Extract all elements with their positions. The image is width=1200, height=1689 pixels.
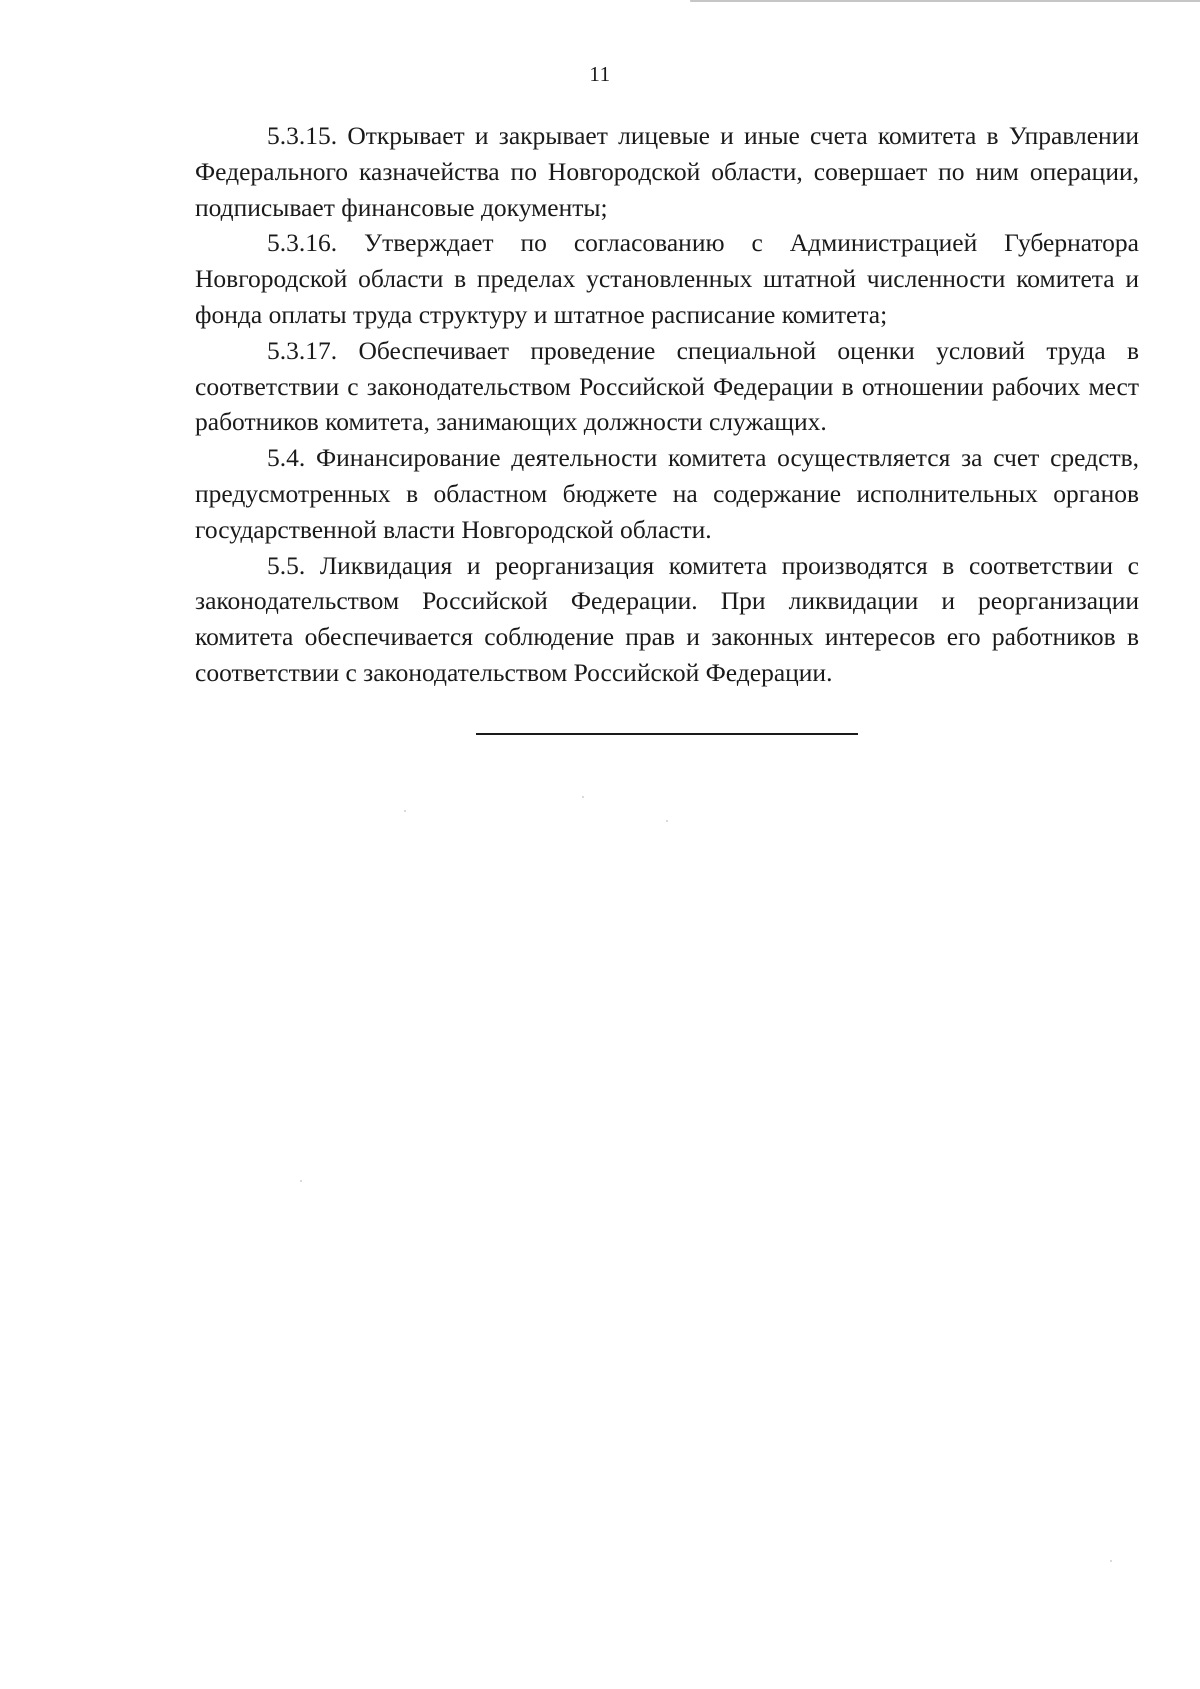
scan-speck <box>582 796 584 798</box>
scan-speck <box>1110 1560 1112 1562</box>
scan-edge-line <box>690 0 1200 6</box>
end-of-text-rule <box>476 733 858 735</box>
paragraph-5-3-17: 5.3.17. Обеспечивает проведение специальной оценки условий труда в соответствии с законодательством Российской Федерации в отношении рабочих мест работников комитета, занимающих должности служащих. <box>195 335 1139 437</box>
scan-speck <box>666 820 668 822</box>
page-number: 11 <box>589 62 611 86</box>
paragraph-5-4: 5.4. Финансирование деятельности комитета осуществляется за счет средств, предусмотренных в областном бюджете на содержание исполнительных органов государственной власти Новгородской области. <box>195 443 1139 544</box>
scan-speck <box>300 1180 302 1182</box>
document-body <box>195 118 1139 691</box>
paragraph-5-3-16: 5.3.16. Утверждает по согласованию с Администрацией Губернатора Новгородской области в пределах установленных штатной численности комитета и фонда оплаты труда структуру и штатное расписание комитета; <box>195 228 1139 329</box>
scan-speck <box>404 810 406 812</box>
paragraph-5-3-15: 5.3.15. Открывает и закрывает лицевые и иные счета комитета в Управлении Федерального казначейства по Новгородской области, совершает по ним операции, подписывает финансовые документы; <box>195 121 1139 222</box>
paragraph-5-5: 5.5. Ликвидация и реорганизация комитета производятся в соответствии с законодательством Российской Федерации. При ликвидации и реорганизации комитета обеспечивается соблюдение прав и законных интересов его работников в соответствии с законодательством Российской Федерации. <box>195 550 1139 687</box>
